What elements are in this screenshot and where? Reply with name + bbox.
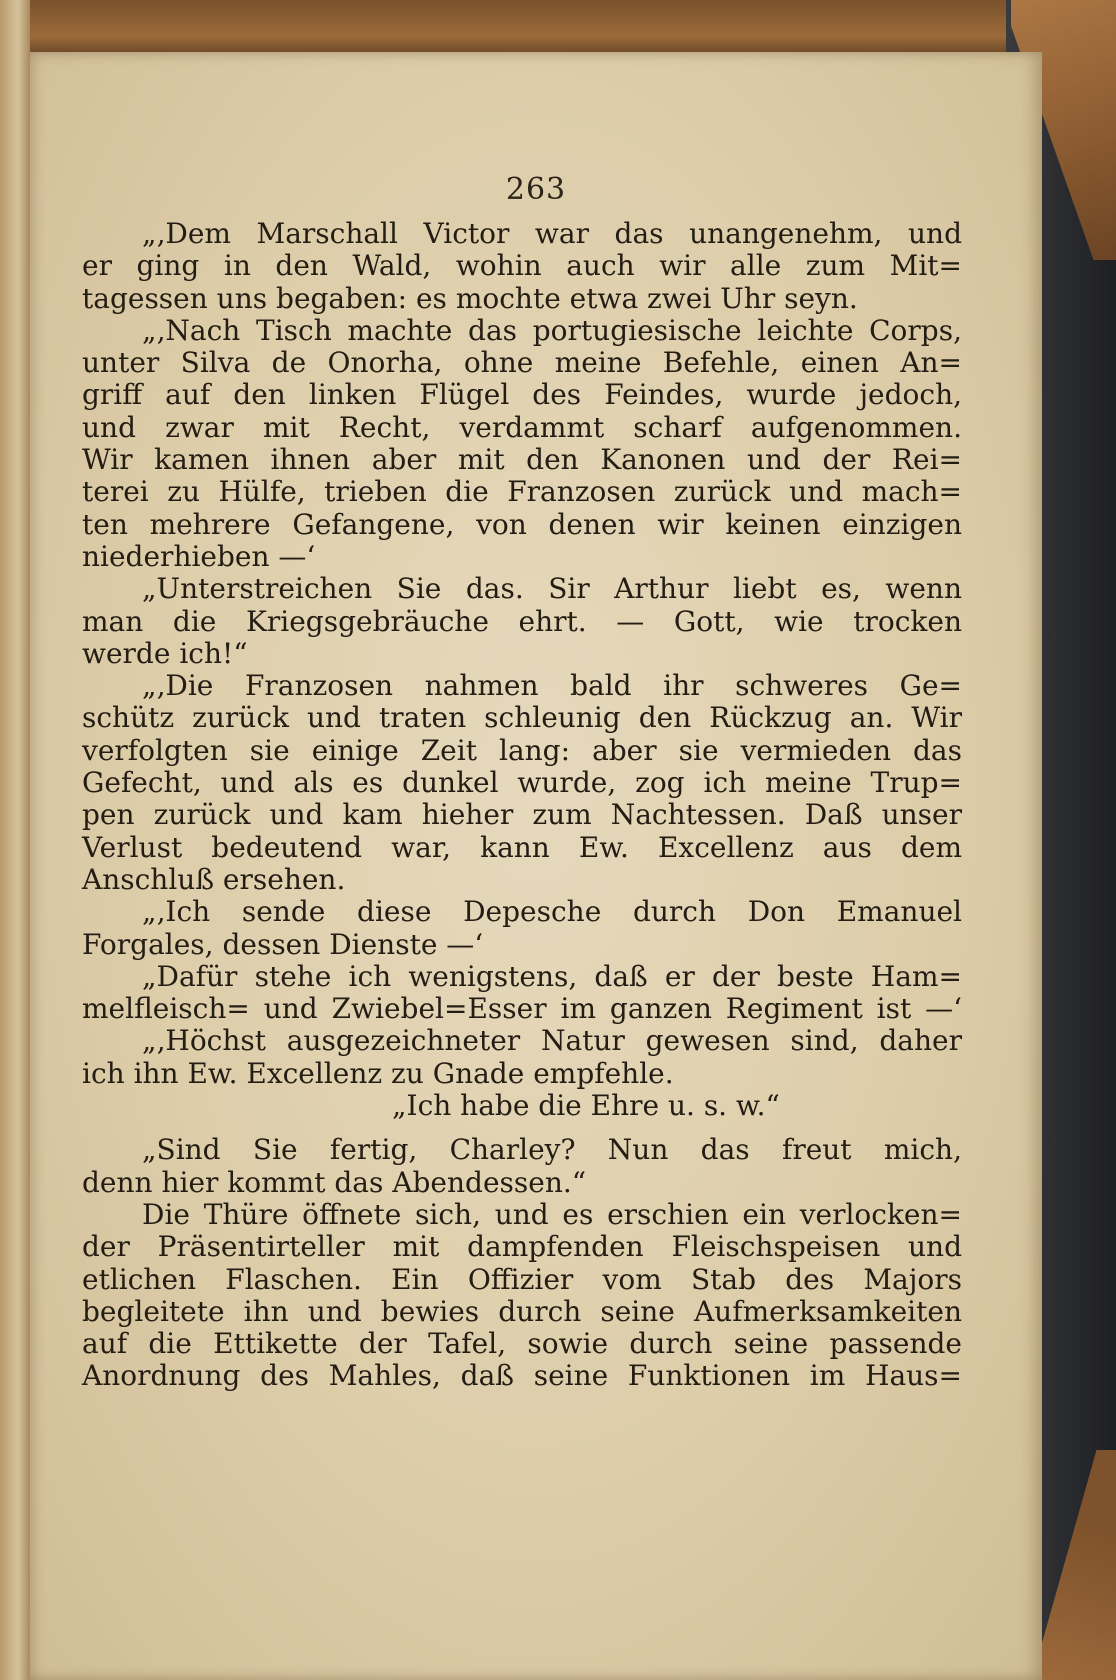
text-line: „‚Ich sende diese Depesche durch Don Emanuel	[142, 895, 962, 929]
text-line: „‚Höchst ausgezeichneter Natur gewesen sind, daher	[142, 1024, 962, 1058]
text-line: Wir kamen ihnen aber mit den Kanonen und der Rei=	[82, 443, 962, 477]
text-line: „Dafür stehe ich wenigstens, daß er der beste Ham=	[142, 959, 962, 993]
text-line: terei zu Hülfe, trieben die Franzosen zurück und mach=	[82, 475, 962, 509]
text-line: etlichen Flaschen. Ein Offizier vom Stab des Majors	[82, 1262, 962, 1296]
text-line: und zwar mit Recht, verdammt scharf aufgenommen.	[82, 410, 962, 444]
text-line: verfolgten sie einige Zeit lang: aber sie vermieden das	[82, 733, 962, 767]
text-line: „‚Dem Marschall Victor war das unangenehm, und	[142, 217, 962, 250]
text-line: werde ich!“	[82, 636, 248, 670]
text-line: melfleisch= und Zwiebel=Esser im ganzen Regiment ist —‘	[82, 992, 962, 1026]
text-line: „‚Nach Tisch machte das portugiesische leichte Corps,	[142, 313, 962, 347]
facing-page-edge	[0, 0, 30, 1680]
text-line: niederhieben —‘	[82, 539, 316, 573]
text-line: „Unterstreichen Sie das. Sir Arthur liebt es, wenn	[142, 572, 962, 606]
book-cover-top	[0, 0, 1116, 60]
text-line: ich ihn Ew. Excellenz zu Gnade empfehle.	[82, 1056, 674, 1090]
page-number: 263	[505, 172, 567, 207]
text-line: Gefecht, und als es dunkel wurde, zog ich meine Trup=	[82, 766, 962, 800]
text-line: Forgales, dessen Dienste —‘	[82, 927, 484, 961]
text-line: Die Thüre öffnete sich, und es erschien ein verlocken=	[142, 1197, 962, 1231]
text-line: unter Silva de Onorha, ohne meine Befehle, einen An=	[82, 346, 962, 380]
page-text	[82, 218, 962, 1393]
text-line: griff auf den linken Flügel des Feindes, wurde jedoch,	[82, 378, 962, 412]
text-line: pen zurück und kam hieher zum Nachtessen. Daß unser	[82, 798, 962, 832]
text-line: Verlust bedeutend war, kann Ew. Excellenz aus dem	[82, 830, 962, 864]
text-line: man die Kriegsgebräuche ehrt. — Gott, wie trocken	[82, 604, 962, 638]
text-line: schütz zurück und traten schleunig den Rückzug an. Wir	[82, 701, 962, 735]
text-line: auf die Ettikette der Tafel, sowie durch seine passende	[82, 1327, 962, 1361]
text-line: Anordnung des Mahles, daß seine Funktionen im Haus=	[82, 1359, 962, 1393]
book-page	[30, 52, 1042, 1680]
text-line-closing: „Ich habe die Ehre u. s. w.“	[392, 1089, 780, 1123]
text-line: ten mehrere Gefangene, von denen wir keinen einzigen	[82, 507, 962, 541]
text-line: begleitete ihn und bewies durch seine Aufmerksamkeiten	[82, 1294, 962, 1328]
text-line: der Präsentirteller mit dampfenden Fleischspeisen und	[82, 1230, 962, 1264]
text-line: Anschluß ersehen.	[82, 862, 346, 896]
text-line: denn hier kommt das Abendessen.“	[82, 1165, 587, 1199]
text-line: er ging in den Wald, wohin auch wir alle zum Mit=	[82, 249, 962, 283]
text-line: tagessen uns begaben: es mochte etwa zwei Uhr seyn.	[82, 281, 858, 315]
text-line: „Sind Sie fertig, Charley? Nun das freut mich,	[142, 1133, 962, 1167]
text-line: „‚Die Franzosen nahmen bald ihr schweres Ge=	[142, 669, 962, 703]
